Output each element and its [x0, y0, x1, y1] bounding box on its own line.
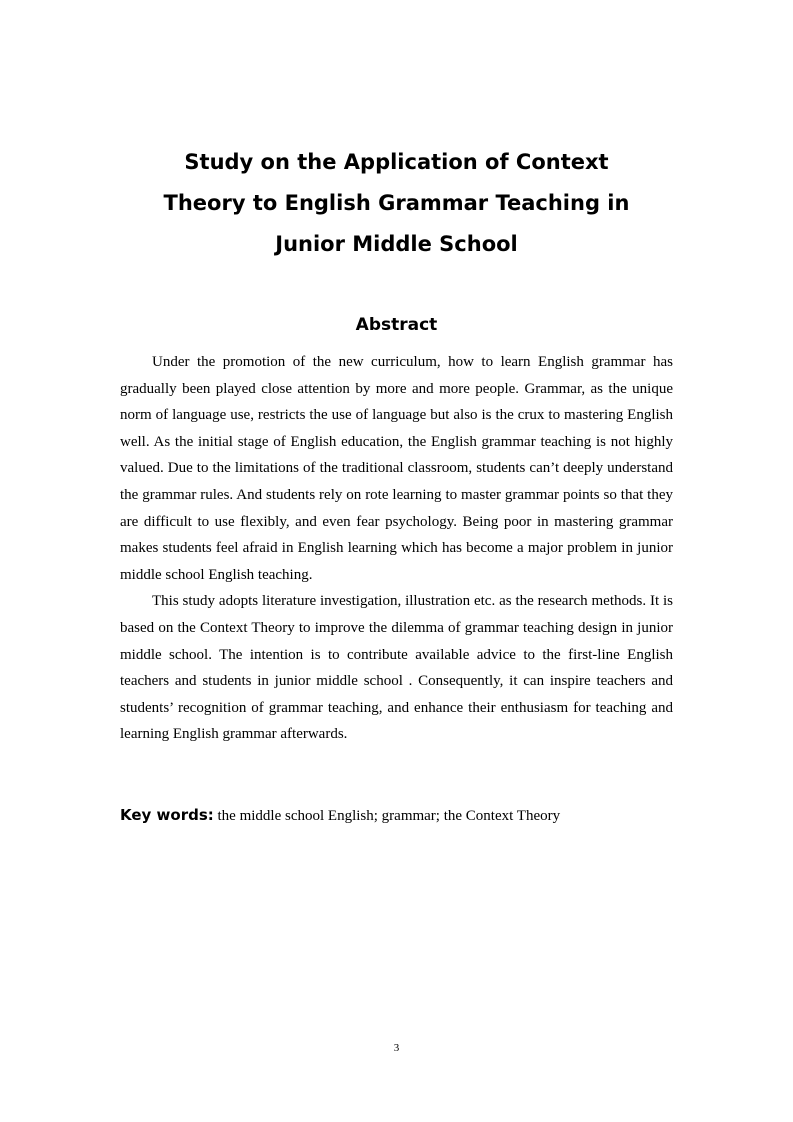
title-line-1: Study on the Application of Context [184, 150, 609, 174]
keywords-text: the middle school English; grammar; the Context Theory [217, 808, 561, 824]
abstract-paragraph-2: This study adopts literature investigation, illustration etc. as the research methods. It is based on the Context Theory to improve the dilemma of grammar teaching design in junior middle school. The intention is to contribute available advice to the first-line English teachers and students in junior middle school . Consequently, it can inspire teachers and students’ recognition of grammar teaching, and enhance their enthusiasm for teaching and learning English grammar afterwards. [120, 593, 673, 743]
title-line-3: Junior Middle School [275, 232, 518, 256]
abstract-body [120, 349, 673, 748]
abstract-paragraph-1: Under the promotion of the new curriculum, how to learn English grammar has gradually been played close attention by more and more people. Grammar, as the unique norm of language use, restricts the use of language but also is the crux to mastering English well. As the initial stage of English education, the English grammar teaching is not highly valued. Due to the limitations of the traditional classroom, students can’t deeply understand the grammar rules. And students rely on rote learning to master grammar points so that they are difficult to use flexibly, and even fear psychology. Being poor in mastering grammar makes students feel afraid in English learning which has become a major problem in junior middle school English teaching. [120, 354, 673, 583]
paper-title [110, 142, 683, 265]
keywords-line [120, 802, 673, 829]
abstract-heading: Abstract [355, 315, 438, 335]
keywords-label: Key words: [120, 806, 214, 824]
page-number: 3 [393, 1042, 400, 1054]
title-line-2: Theory to English Grammar Teaching in [163, 191, 630, 215]
